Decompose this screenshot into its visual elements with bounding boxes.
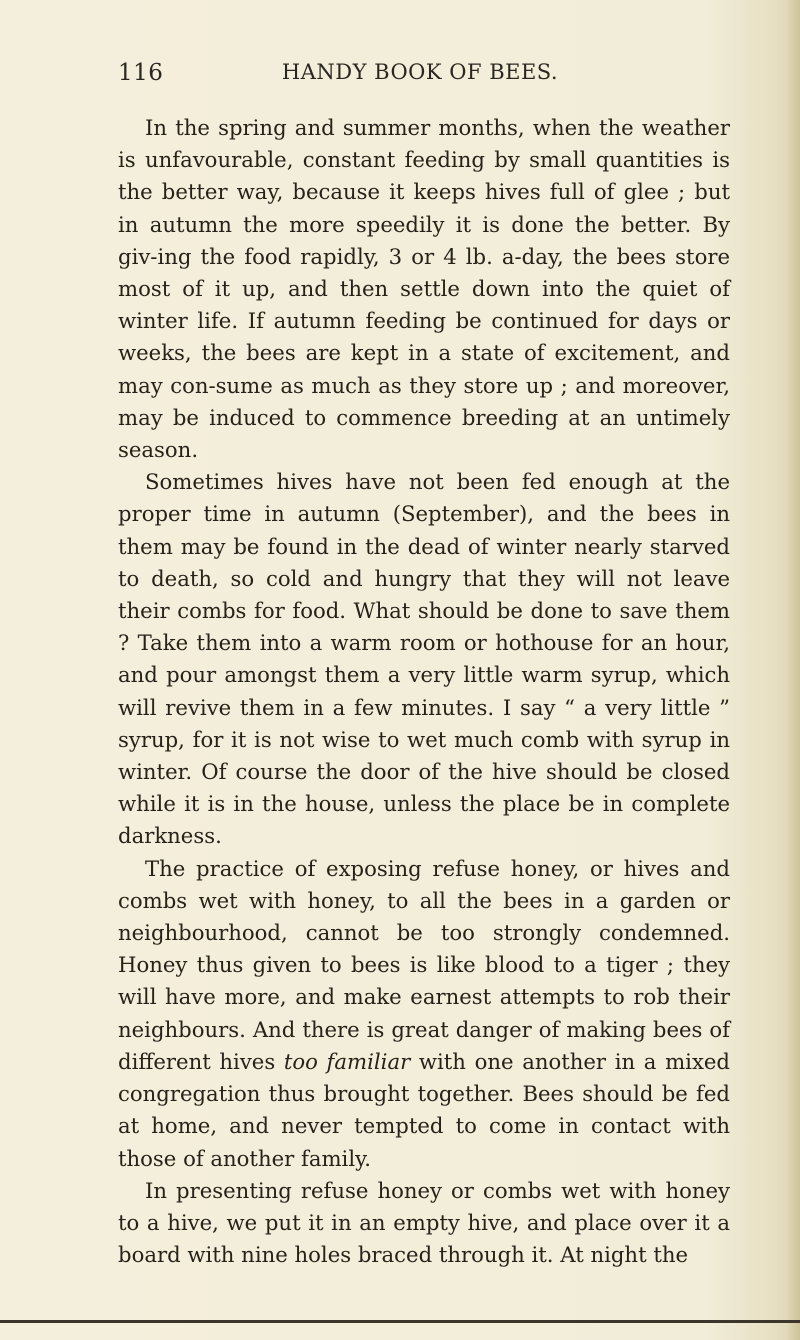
paragraph-presenting-honey: In presenting refuse honey or combs wet with honey to a hive, we put it in an empty hive, and place over it a board with nine holes braced through it. At night the <box>118 1177 730 1268</box>
body-text <box>118 112 730 1271</box>
page-number: 116 <box>118 60 164 86</box>
running-title: HANDY BOOK OF BEES. <box>281 60 559 84</box>
paragraph-refuse-honey-part2: with one another in a mixed congregation thus brought together. Bees should be fed at home, and never tempted to come in contact with those of another family. <box>118 1048 730 1171</box>
paragraph-autumn-feeding: In the spring and summer months, when the weather is unfavourable, constant feeding by small quantities is the better way, because it keeps hives full of glee ; but in autumn the more speedily it is done the better. By giv-ing the food rapidly, 3 or 4 lb. a-day, the bees store most of it up, and then settle down into the quiet of winter life. If autumn feeding be continued for days or weeks, the bees are kept in a state of excitement, and may con-sume as much as they store up ; and moreover, may be induced to commence breeding at an untimely season. <box>118 115 730 463</box>
paragraph-starved-hives: Sometimes hives have not been fed enough at the proper time in autumn (September), and the bees in them may be found in the dead of winter nearly starved to death, so cold and hungry that they will not leave their combs for food. What should be done to save them ? Take them into a warm room or hothouse for an hour, and pour amongst them a very little warm syrup, which will revive them in a few minutes. I say “ a very little ” syrup, for it is not wise to wet much comb with syrup in winter. Of course the door of the hive should be closed while it is in the house, unless the place be in complete darkness. <box>118 469 730 849</box>
page-edge-shadow <box>786 0 800 1340</box>
italic-phrase: too familiar <box>283 1048 411 1074</box>
page-header <box>118 60 722 100</box>
paragraph-refuse-honey-part1: The practice of exposing refuse honey, or hives and combs wet with honey, to all the bees in a garden or neighbourhood, cannot be too strongly condemned. Honey thus given to bees is like blood to a tiger ; they will have more, and make earnest attempts to rob their neighbours. And there is great danger of making bees of different hives <box>118 855 730 1074</box>
paragraph-refuse-honey <box>118 853 730 1175</box>
bottom-edge-line <box>0 1320 800 1323</box>
